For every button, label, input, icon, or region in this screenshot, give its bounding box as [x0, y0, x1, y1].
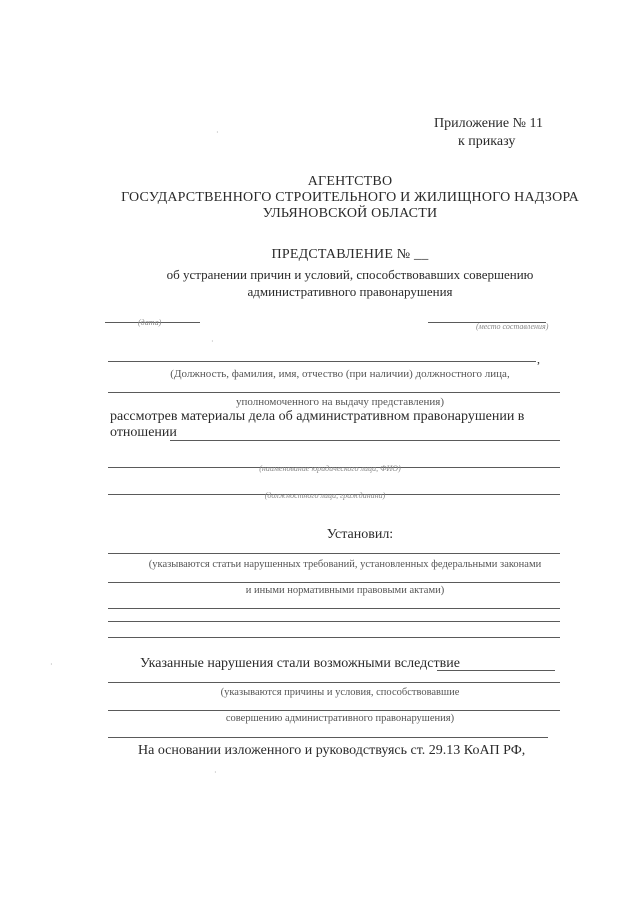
date-hint: (дата): [138, 318, 162, 327]
place-hint: (место составления): [476, 322, 549, 331]
appendix-order: к приказу: [458, 134, 516, 149]
authorized-line: [108, 392, 560, 393]
document-title: ПРЕДСТАВЛЕНИЕ № __: [271, 247, 429, 262]
established-line-4: [108, 621, 560, 622]
scan-speck: ·: [214, 768, 217, 777]
agency-line-2: ГОСУДАРСТВЕННОГО СТРОИТЕЛЬНОГО И ЖИЛИЩНОГО НАДЗОРА: [121, 190, 579, 205]
appendix-label: Приложение № 11: [434, 116, 543, 131]
violations-hint-1: (указываются причины и условия, способствовавшие: [220, 687, 460, 698]
agency-line-1: АГЕНТСТВО: [307, 174, 393, 189]
established-hint-2: и иными нормативными правовыми актами): [245, 585, 445, 596]
case-text-2: отношении: [110, 425, 177, 440]
agency-line-3: УЛЬЯНОВСКОЙ ОБЛАСТИ: [262, 206, 438, 221]
violations-line-2: [108, 682, 560, 683]
established-line-5: [108, 637, 560, 638]
document-subtitle-2: административного правонарушения: [247, 284, 453, 299]
document-subtitle-1: об устранении причин и условий, способствовавших совершению: [166, 267, 534, 282]
established-line-1: [108, 553, 560, 554]
established-heading: Установил:: [326, 527, 394, 542]
violations-text: Указанные нарушения стали возможными вследствие: [140, 656, 460, 671]
person-hint-2: (должностного лица, гражданина): [264, 491, 386, 500]
violations-hint-2: совершению административного правонарушения): [225, 713, 455, 724]
scan-speck: ·: [216, 128, 219, 137]
basis-text: На основании изложенного и руководствуясь ст. 29.13 КоАП РФ,: [138, 743, 526, 758]
official-hint: (Должность, фамилия, имя, отчество (при наличии) должностного лица,: [170, 368, 510, 380]
scan-speck: ·: [50, 660, 53, 669]
comma-mark: ,: [537, 352, 540, 366]
subject-line-1: [170, 440, 560, 441]
violations-line-4: [108, 737, 548, 738]
established-hint-1: (указываются статьи нарушенных требований, установленных федеральными законами: [148, 559, 542, 570]
violations-line-3: [108, 710, 560, 711]
scan-speck: ·: [211, 337, 214, 346]
case-text-1: рассмотрев материалы дела об административном правонарушении в: [110, 409, 525, 424]
authorized-hint: уполномоченного на выдачу представления): [235, 396, 445, 408]
official-line: [108, 361, 536, 362]
established-line-2: [108, 582, 560, 583]
person-hint-1: (наименование юридического лица, ФИО): [259, 464, 401, 473]
violations-line-1: [437, 670, 555, 671]
established-line-3: [108, 608, 560, 609]
